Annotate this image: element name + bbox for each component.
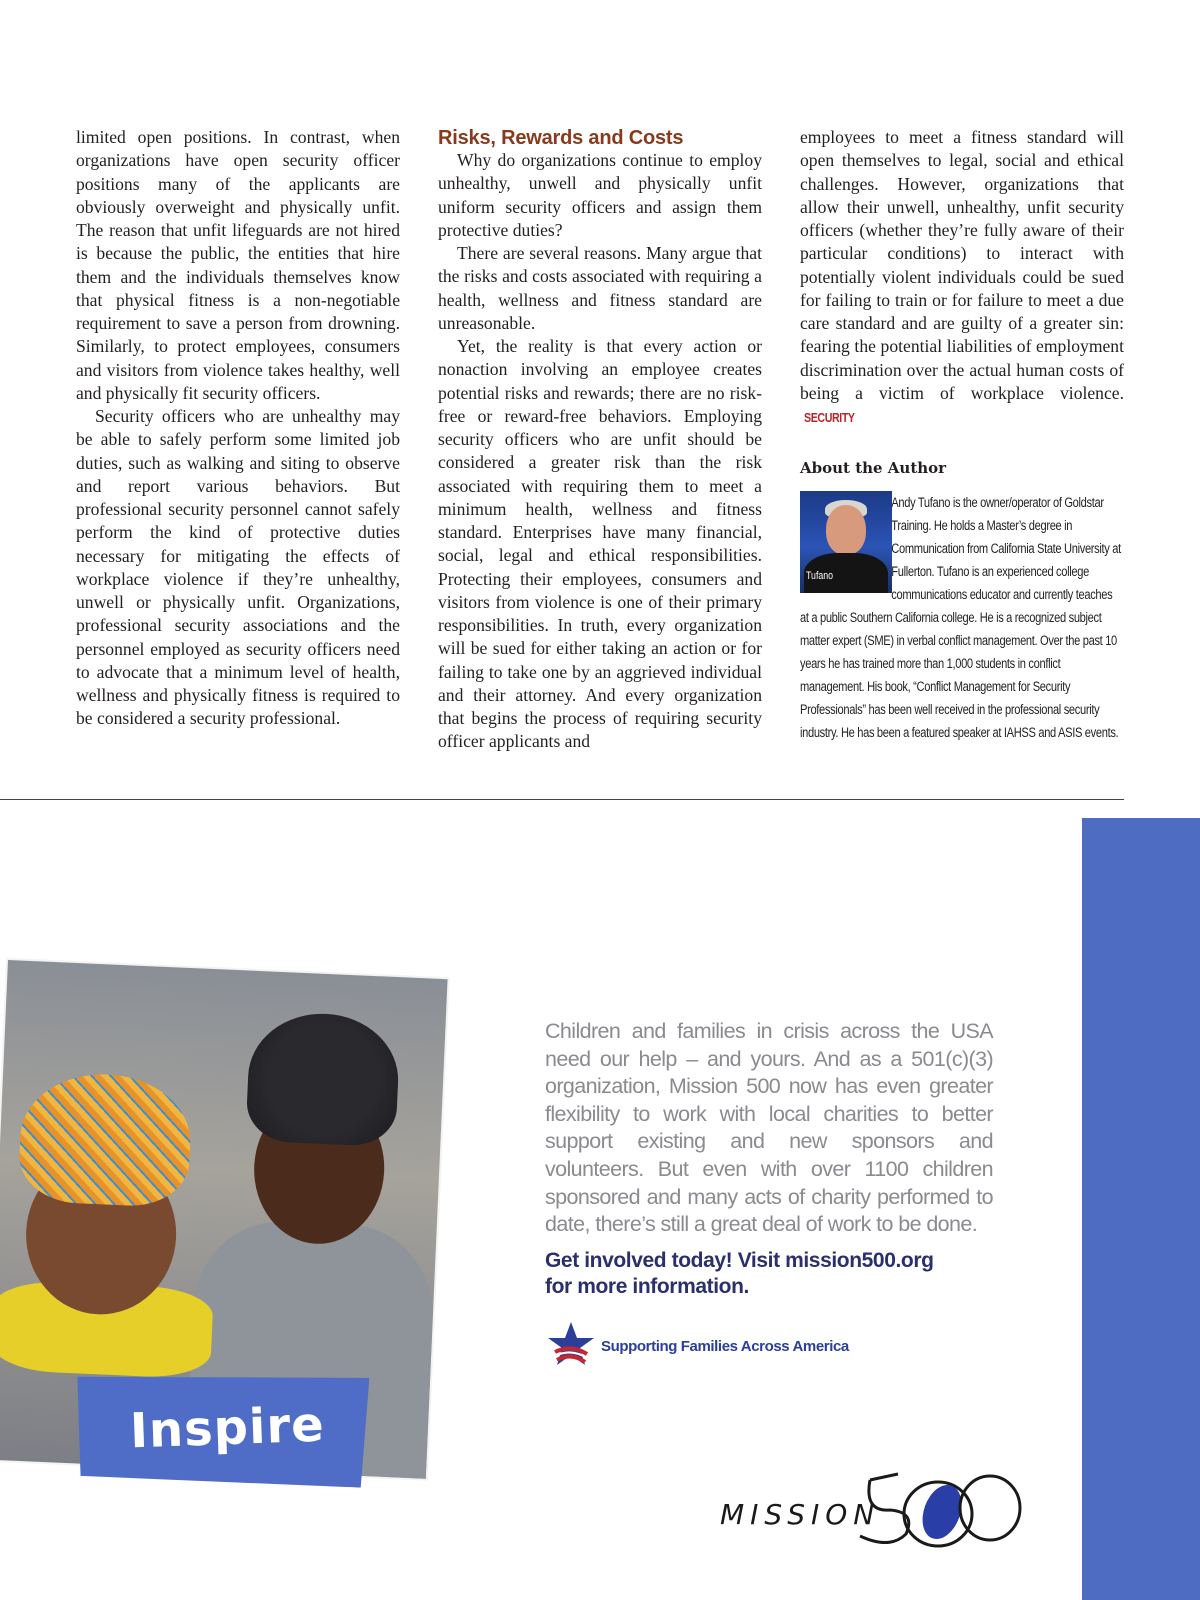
article-column-1 xyxy=(76,126,400,731)
article-column-2 xyxy=(438,126,762,754)
tagline: Supporting Families Across America xyxy=(601,1337,849,1355)
mission-500-logo xyxy=(720,1470,1040,1550)
photo-knit-hat xyxy=(245,1011,401,1147)
logo-500-mark xyxy=(720,1470,1040,1550)
ad-body-copy: Children and families in crisis across the USA need our help – and yours. And as a 501(c)(3) organization, Mission 500 now has even greater flexibility to work with local charities to better support existing and new sponsors and volunteers. But even with over 1100 children sponsored and many acts of charity performed to date, there’s still a great deal of work to be done. xyxy=(545,1019,993,1237)
body-paragraph: Security officers who are unhealthy may be able to safely perform some limited job duties, such as walking and siting to observe and report various behaviors. But professional security personnel cannot safely perform the kind of protective duties necessary for mitigating the effects of workplace violence if they’re unhealthy, unwell or physically unfit. Organizations, professional security associations and the personnel employed as security officers need to advocate that a minimum level of health, wellness and physically fitness is required to be considered a security professional. xyxy=(76,406,400,729)
article-column-3 xyxy=(800,126,1124,744)
body-paragraph xyxy=(800,126,1124,429)
author-box xyxy=(800,491,1124,744)
section-divider xyxy=(0,799,1124,800)
body-paragraph: There are several reasons. Many argue that the risks and costs associated with requiring a health, wellness and fitness standard are unreasonable. xyxy=(438,243,762,333)
photo-knit-hat xyxy=(18,1071,194,1208)
logo-wordmark: MISSION xyxy=(720,1498,881,1531)
inspire-tag: Inspire xyxy=(129,1396,326,1460)
end-mark: SECURITY xyxy=(804,410,855,425)
photo-caption: Tufano xyxy=(806,570,834,583)
section-heading: Risks, Rewards and Costs xyxy=(438,127,684,149)
body-paragraph: Why do organizations continue to employ unhealthy, unwell and physically unfit uniform security officers and assign them protective duties? xyxy=(438,150,762,240)
author-bio: Andy Tufano is the owner/operator of Goldstar Training. He holds a Master’s degree in Communication from California State University at Fullerton. Tufano is an experienced college communications educator and currently teaches at a public Southern California college. He is a recognized subject matter expert (SME) in verbal conflict management. Over the past 10 years he has trained more than 1,000 students in conflict management. His book, “Conflict Management for Security Professionals” has been well received in the professional security industry. He has been a featured speaker at IAHSS and ASIS events. xyxy=(800,494,1121,740)
cta-line: for more information. xyxy=(545,1275,749,1298)
author-heading: About the Author xyxy=(800,459,947,478)
ad-call-to-action xyxy=(545,1248,1005,1300)
cta-line: Get involved today! Visit mission500.org xyxy=(545,1249,934,1272)
decorative-blue-strip xyxy=(1082,818,1200,1600)
body-paragraph: Yet, the reality is that every action or nonaction involving an employee creates potential risks and rewards; there are no risk-free or reward-free behaviors. Employing security officers who are unfit should be considered a greater risk than the risk associated with requiring them to meet a minimum health, wellness and fitness standard. Enterprises have many financial, social, legal and ethical responsibilities. Protecting their employees, consumers and visitors from violence is one of their primary responsibilities. In truth, every organization will be sued for either taking an action or for failing to take one by an aggrieved individual and their attorney. And every organization that begins the process of requiring security officer applicants and xyxy=(438,336,762,752)
body-paragraph: limited open positions. In contrast, when organizations have open security officer positions many of the applicants are obviously overweight and physically unfit. The reason that unfit lifeguards are not hired is because the public, the entities that hire them and the individuals themselves know that physical fitness is a non-negotiable requirement to save a person from drowning. Similarly, to protect employees, consumers and visitors from violence takes healthy, well and physically fit security officers. xyxy=(76,127,400,403)
body-text: employees to meet a fitness standard will open themselves to legal, social and ethical challenges. However, organizations that allow their unwell, unhealthy, unfit security officers (whether they’re fully aware of their particular conditions) to interact with potentially violent individuals could be sued for failing to train or for failure to meet a due care standard and are guilty of a greater sin: fearing the potential liabilities of employment discrimination over the actual human costs of being a victim of workplace violence. xyxy=(800,127,1124,403)
flag-star-icon xyxy=(543,1318,599,1374)
tagline-row xyxy=(543,1318,849,1374)
